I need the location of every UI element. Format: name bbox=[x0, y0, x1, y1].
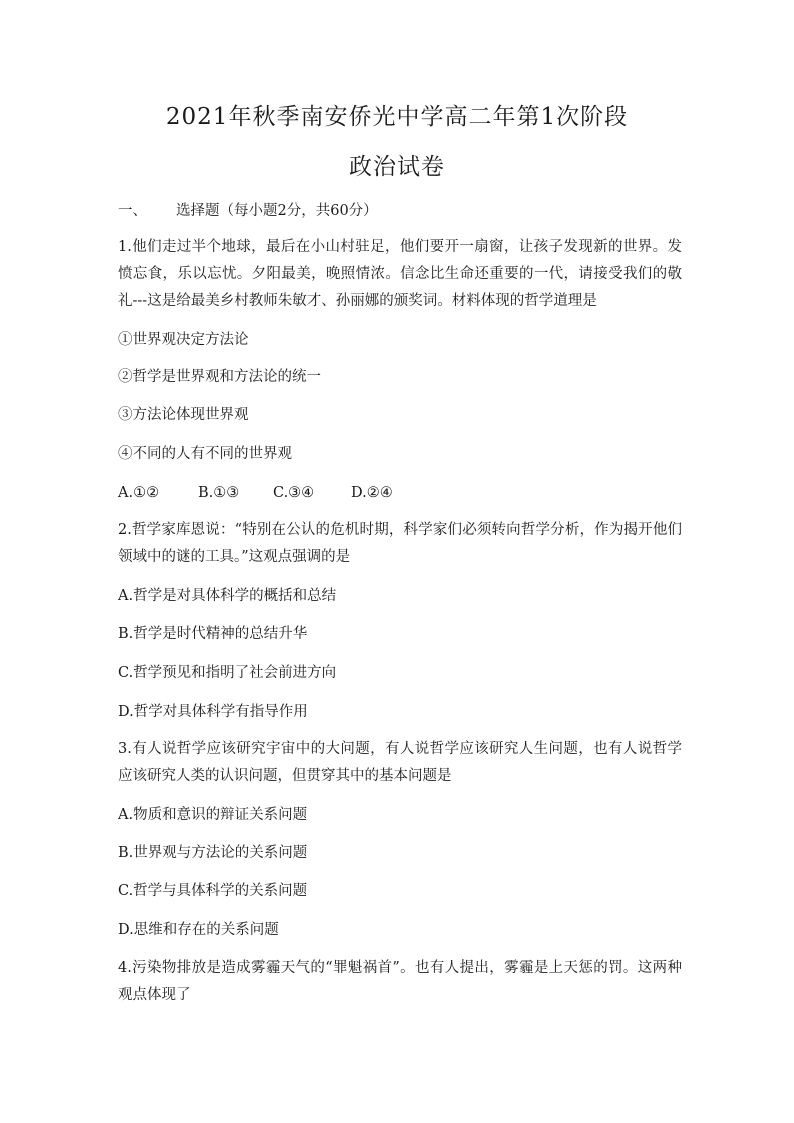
q1-statement-1: ①世界观决定方法论 bbox=[118, 332, 249, 348]
q3-option-c: C.哲学与具体科学的关系问题 bbox=[118, 883, 308, 899]
question-3-stem: 3.有人说哲学应该研究宇宙中的大问题，有人说哲学应该研究人生问题，也有人说哲学应该研究人类的认识问题，但贯穿其中的基本问题是 bbox=[118, 741, 682, 784]
section-label: 选择题（每小题2分，共60分） bbox=[176, 203, 378, 219]
q1-statement-2: ②哲学是世界观和方法论的统一 bbox=[118, 369, 321, 385]
q2-option-c: C.哲学预见和指明了社会前进方向 bbox=[118, 665, 337, 681]
q2-option-a: A.哲学是对具体科学的概括和总结 bbox=[118, 588, 337, 604]
q1-option-d: D.②④ bbox=[351, 485, 393, 501]
q2-option-b: B.哲学是时代精神的总结升华 bbox=[118, 626, 308, 642]
q2-option-d: D.哲学对具体科学有指导作用 bbox=[118, 704, 308, 720]
exam-title-line2: 政治试卷 bbox=[349, 154, 445, 180]
q3-option-a: A.物质和意识的辩证关系问题 bbox=[118, 807, 308, 823]
q3-option-d: D.思维和存在的关系问题 bbox=[118, 922, 279, 938]
q1-statement-3: ③方法论体现世界观 bbox=[118, 407, 249, 423]
question-1-stem: 1.他们走过半个地球，最后在小山村驻足，他们要开一扇窗，让孩子发现新的世界。发愤忘食，乐以忘忧。夕阳最美，晚照情浓。信念比生命还重要的一代，请接受我们的敬礼---这是给最美乡村教师朱敏才、孙丽娜的颁奖词。材料体现的哲学道理是 bbox=[118, 239, 682, 309]
section-heading bbox=[118, 201, 682, 221]
q1-option-a: A.①② bbox=[118, 485, 160, 501]
question-2-stem: 2.哲学家库恩说：“特别在公认的危机时期，科学家们必须转向哲学分析，作为揭开他们领域中的谜的工具。”这观点强调的是 bbox=[118, 522, 682, 565]
q3-option-b: B.世界观与方法论的关系问题 bbox=[118, 845, 308, 861]
q1-statement-4: ④不同的人有不同的世界观 bbox=[118, 446, 292, 462]
section-number: 一、 bbox=[118, 203, 147, 219]
q1-option-c: C.③④ bbox=[273, 485, 315, 501]
question-4-stem: 4.污染物排放是造成雾霾天气的“罪魁祸首”。也有人提出，雾霾是上天惩的罚。这两种观点体现了 bbox=[118, 960, 682, 1003]
q1-option-b: B.①③ bbox=[198, 485, 240, 501]
exam-title-line1: 2021年秋季南安侨光中学高二年第1次阶段 bbox=[165, 104, 629, 130]
q1-options bbox=[118, 483, 682, 503]
